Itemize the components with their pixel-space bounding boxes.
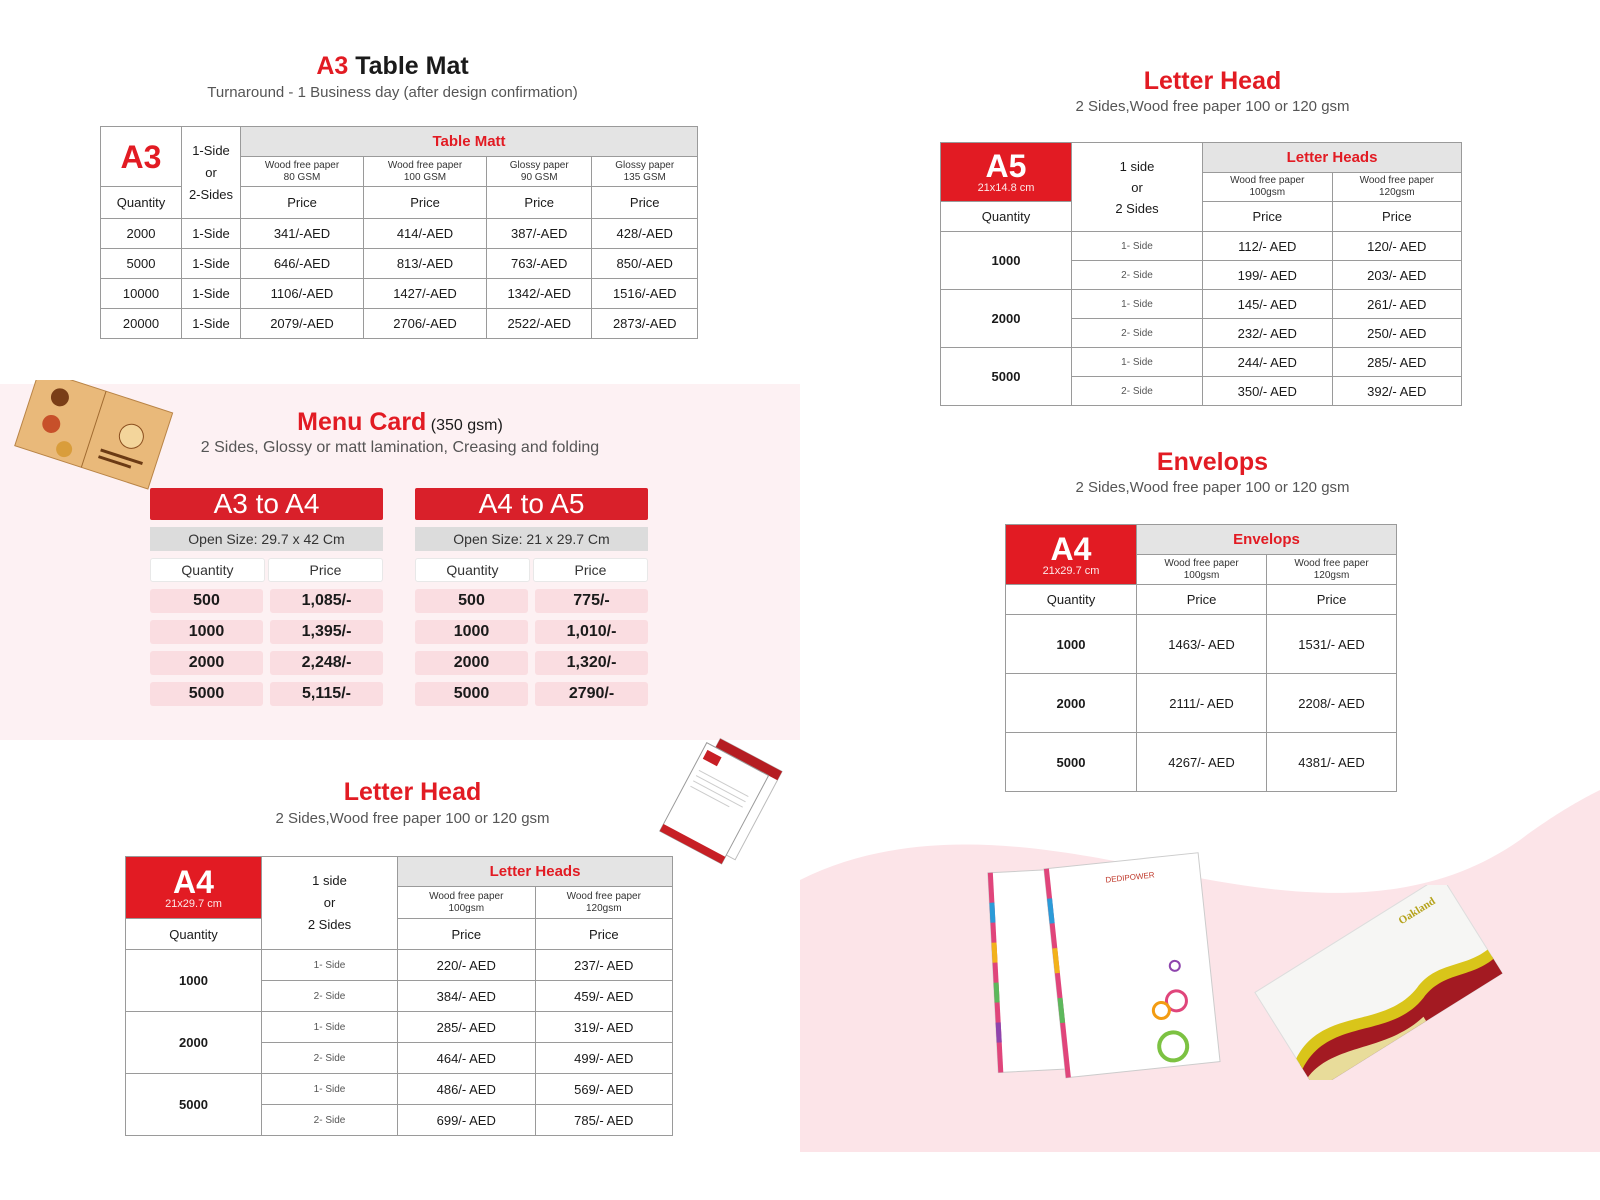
price-cell: 319/- AED (535, 1012, 673, 1043)
size-dims: 21x29.7 cm (1042, 564, 1100, 577)
price-cell: 646/-AED (241, 249, 364, 279)
price-cell: 1427/-AED (364, 279, 487, 309)
paper-header: Wood free paper 100 GSM (364, 157, 487, 187)
paper-header: Wood free paper 120gsm (1267, 555, 1397, 585)
price-cell: 2079/-AED (241, 309, 364, 339)
price-cell: 464/- AED (398, 1043, 536, 1074)
price-cell: 1531/- AED (1267, 615, 1397, 674)
size-label: A5 (985, 148, 1027, 184)
size-label: A4 (1050, 530, 1092, 567)
qty-cell: 5000 (150, 682, 263, 706)
price-cell: 244/- AED (1203, 348, 1333, 377)
sides-line3: 2-Sides (188, 186, 234, 202)
qty-cell: 5000 (1006, 733, 1137, 792)
qty-cell: 5000 (941, 348, 1072, 406)
sides-line2: or (205, 164, 217, 180)
price-header: Price (364, 187, 487, 219)
price-cell: 813/-AED (364, 249, 487, 279)
table-row (101, 279, 698, 309)
quantity-header: Quantity (941, 202, 1072, 232)
a3-table-mat-title (100, 52, 685, 81)
group-header: Table Matt (241, 127, 698, 157)
price-cell: 341/-AED (241, 219, 364, 249)
qty-cell: 10000 (101, 279, 182, 309)
title-rest: Table Mat (355, 52, 469, 80)
qty-cell: 2000 (1006, 674, 1137, 733)
paper-header: Glossy paper 90 GSM (487, 157, 592, 187)
table-row (126, 950, 673, 981)
sides-cell (182, 127, 241, 219)
size-dims: 21x14.8 cm (977, 182, 1035, 194)
menu-card-title (200, 408, 600, 437)
letter-head-a5-subtitle: 2 Sides,Wood free paper 100 or 120 gsm (1075, 98, 1350, 115)
side-cell: 2- Side (262, 1105, 398, 1136)
price-header: Price (1332, 202, 1462, 232)
quantity-label: Quantity (415, 558, 530, 582)
side-cell: 1-Side (182, 309, 241, 339)
price-cell: 775/- (535, 589, 648, 613)
price-cell: 237/- AED (535, 950, 673, 981)
price-cell: 459/- AED (535, 981, 673, 1012)
price-header: Price (1137, 585, 1267, 615)
paper-header: Wood free paper 100gsm (398, 887, 536, 919)
price-cell: 384/- AED (398, 981, 536, 1012)
side-cell: 1- Side (262, 1012, 398, 1043)
price-cell: 387/-AED (487, 219, 592, 249)
quantity-label: Quantity (150, 558, 265, 582)
price-label: Price (268, 558, 383, 582)
table-row (101, 309, 698, 339)
price-cell: 250/- AED (1332, 319, 1462, 348)
table-row (101, 219, 698, 249)
price-cell: 428/-AED (592, 219, 698, 249)
envelope-brand: Oakland (1396, 895, 1438, 928)
a3-table-mat-subtitle: Turnaround - 1 Business day (after design confirmation) (207, 84, 578, 101)
size-dims: 21x29.7 cm (165, 897, 222, 910)
price-cell: 2522/-AED (487, 309, 592, 339)
qty-cell: 5000 (101, 249, 182, 279)
price-cell: 220/- AED (398, 950, 536, 981)
price-cell: 5,115/- (270, 682, 383, 706)
qty-cell: 1000 (150, 620, 263, 644)
envelope-image (1250, 885, 1510, 1080)
size-cell (1006, 525, 1137, 585)
letterhead-brand: DEDIPOWER (1104, 870, 1155, 885)
side-cell: 2- Side (1072, 377, 1203, 406)
paper-header: Wood free paper 80 GSM (241, 157, 364, 187)
side-cell: 1- Side (1072, 232, 1203, 261)
price-header: Price (592, 187, 698, 219)
list-item (150, 682, 383, 706)
price-cell: 1,010/- (535, 620, 648, 644)
side-cell: 1-Side (182, 249, 241, 279)
price-cell: 1106/-AED (241, 279, 364, 309)
list-item (415, 682, 648, 706)
qty-cell: 1000 (941, 232, 1072, 290)
price-cell: 2790/- (535, 682, 648, 706)
table-row (1006, 615, 1397, 674)
table-row (126, 1074, 673, 1105)
price-cell: 120/- AED (1332, 232, 1462, 261)
price-cell: 145/- AED (1203, 290, 1333, 319)
price-cell: 1516/-AED (592, 279, 698, 309)
qty-cell: 5000 (415, 682, 528, 706)
price-cell: 2,248/- (270, 651, 383, 675)
qty-cell: 1000 (1006, 615, 1137, 674)
price-cell: 850/-AED (592, 249, 698, 279)
price-cell: 1,085/- (270, 589, 383, 613)
size-cell (101, 127, 182, 187)
price-cell: 414/-AED (364, 219, 487, 249)
price-cell: 285/- AED (1332, 348, 1462, 377)
list-item (150, 589, 383, 613)
price-cell: 4381/- AED (1267, 733, 1397, 792)
price-cell: 199/- AED (1203, 261, 1333, 290)
price-cell: 285/- AED (398, 1012, 536, 1043)
price-cell: 569/- AED (535, 1074, 673, 1105)
sides-cell: 1 side or 2 Sides (262, 857, 398, 950)
price-cell: 2208/- AED (1267, 674, 1397, 733)
qty-cell: 2000 (941, 290, 1072, 348)
list-item (415, 589, 648, 613)
price-header: Price (1203, 202, 1333, 232)
menu-card-subtitle: 2 Sides, Glossy or matt lamination, Creasing and folding (200, 439, 600, 456)
qty-cell: 500 (415, 589, 528, 613)
paper-header: Wood free paper 100gsm (1137, 555, 1267, 585)
price-cell: 785/- AED (535, 1105, 673, 1136)
price-cell: 112/- AED (1203, 232, 1333, 261)
letter-head-a4-title: Letter Head (343, 778, 482, 806)
price-cell: 2111/- AED (1137, 674, 1267, 733)
side-cell: 2- Side (262, 1043, 398, 1074)
list-item (150, 651, 383, 675)
paper-header: Wood free paper 120gsm (535, 887, 673, 919)
size-label: A3 (120, 138, 162, 175)
qty-cell: 2000 (150, 651, 263, 675)
price-cell: 499/- AED (535, 1043, 673, 1074)
price-cell: 392/- AED (1332, 377, 1462, 406)
price-header: Price (241, 187, 364, 219)
paper-header: Wood free paper 100gsm (1203, 173, 1333, 202)
table-row (101, 249, 698, 279)
table-row (941, 232, 1462, 261)
qty-cell: 1000 (415, 620, 528, 644)
letter-head-a5-title: Letter Head (1143, 67, 1282, 95)
menu-option-a3-a4 (150, 488, 383, 706)
price-header: Price (1267, 585, 1397, 615)
size-label: A4 (173, 863, 214, 900)
price-cell: 350/- AED (1203, 377, 1333, 406)
side-cell: 1-Side (182, 219, 241, 249)
price-cell: 1,320/- (535, 651, 648, 675)
letter-head-a5-table (940, 142, 1462, 406)
envelops-table (1005, 524, 1397, 792)
price-cell: 1342/-AED (487, 279, 592, 309)
menu-option-a4-a5 (415, 488, 648, 706)
option-head: A4 to A5 (415, 488, 648, 520)
side-cell: 1-Side (182, 279, 241, 309)
price-cell: 1463/- AED (1137, 615, 1267, 674)
side-cell: 1- Side (262, 950, 398, 981)
menu-card-photo (10, 380, 180, 490)
table-row (126, 1012, 673, 1043)
qty-cell: 5000 (126, 1074, 262, 1136)
side-cell: 2- Side (262, 981, 398, 1012)
qty-cell: 2000 (101, 219, 182, 249)
quantity-header: Quantity (101, 187, 182, 219)
quantity-header: Quantity (126, 919, 262, 950)
qty-cell: 2000 (415, 651, 528, 675)
side-cell: 2- Side (1072, 319, 1203, 348)
price-cell: 699/- AED (398, 1105, 536, 1136)
price-cell: 232/- AED (1203, 319, 1333, 348)
envelops-title: Envelops (1156, 448, 1269, 476)
price-label: Price (533, 558, 648, 582)
side-cell: 1- Side (1072, 348, 1203, 377)
letterhead-sheets-image (985, 850, 1225, 1085)
letter-head-a4-subtitle: 2 Sides,Wood free paper 100 or 120 gsm (275, 810, 550, 827)
price-cell: 2873/-AED (592, 309, 698, 339)
group-header: Letter Heads (1203, 143, 1462, 173)
open-size: Open Size: 29.7 x 42 Cm (150, 527, 383, 551)
a3-table-mat-table (100, 126, 698, 339)
price-cell: 1,395/- (270, 620, 383, 644)
price-header: Price (487, 187, 592, 219)
qty-cell: 2000 (126, 1012, 262, 1074)
table-row (941, 348, 1462, 377)
letter-head-a4-table (125, 856, 673, 1136)
qty-cell: 1000 (126, 950, 262, 1012)
side-cell: 1- Side (262, 1074, 398, 1105)
price-cell: 763/-AED (487, 249, 592, 279)
table-row (941, 290, 1462, 319)
sides-line1: 1-Side (192, 142, 230, 158)
list-item (150, 620, 383, 644)
side-cell: 1- Side (1072, 290, 1203, 319)
open-size: Open Size: 21 x 29.7 Cm (415, 527, 648, 551)
group-header: Envelops (1137, 525, 1397, 555)
price-cell: 4267/- AED (1137, 733, 1267, 792)
title-text: Menu Card (297, 408, 427, 436)
size-cell (126, 857, 262, 919)
envelops-subtitle: 2 Sides,Wood free paper 100 or 120 gsm (1075, 479, 1350, 496)
size-cell (941, 143, 1072, 202)
qty-cell: 20000 (101, 309, 182, 339)
group-header: Letter Heads (398, 857, 673, 887)
paper-header: Wood free paper 120gsm (1332, 173, 1462, 202)
side-cell: 2- Side (1072, 261, 1203, 290)
price-cell: 203/- AED (1332, 261, 1462, 290)
price-cell: 261/- AED (1332, 290, 1462, 319)
list-item (415, 620, 648, 644)
option-head: A3 to A4 (150, 488, 383, 520)
list-item (415, 651, 648, 675)
quantity-header: Quantity (1006, 585, 1137, 615)
title-prefix: A3 (316, 52, 349, 80)
title-note: (350 gsm) (430, 417, 503, 434)
price-cell: 486/- AED (398, 1074, 536, 1105)
qty-cell: 500 (150, 589, 263, 613)
price-header: Price (535, 919, 673, 950)
paper-header: Glossy paper 135 GSM (592, 157, 698, 187)
sides-cell: 1 side or 2 Sides (1072, 143, 1203, 232)
table-row (1006, 674, 1397, 733)
price-header: Price (398, 919, 536, 950)
price-cell: 2706/-AED (364, 309, 487, 339)
